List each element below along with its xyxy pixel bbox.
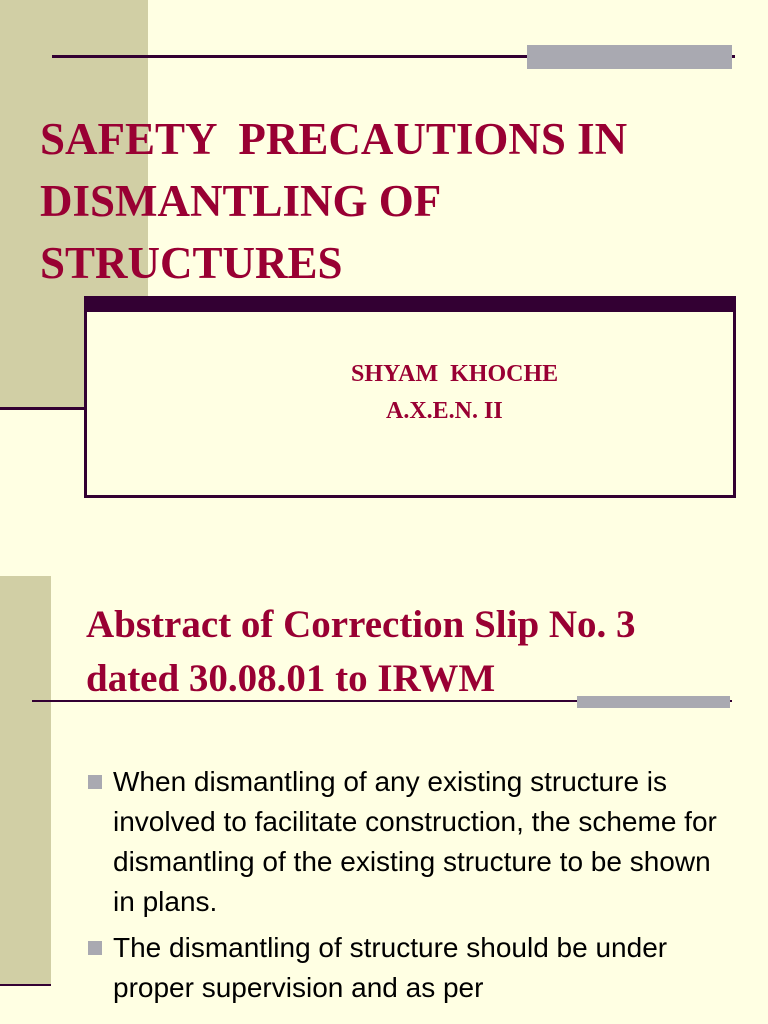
slide-title-line-1: SAFETY PRECAUTIONS IN (40, 114, 628, 164)
author-name: SHYAM KHOCHE (351, 361, 559, 387)
square-bullet-icon (88, 775, 102, 789)
bullet-item (86, 762, 726, 922)
side-accent-bar (0, 576, 51, 984)
slide-title-line-1: Abstract of Correction Slip No. 3 (86, 603, 636, 646)
slide-title-line-3: STRUCTURES (40, 238, 343, 288)
bullet-text: When dismantling of any existing structure is involved to facilitate construction, the scheme for dismantling of the existing structure to be shown in plans. (113, 766, 717, 917)
bullet-item (86, 928, 726, 1008)
bottom-left-rule (0, 984, 51, 986)
title-grey-accent (577, 696, 730, 708)
bullet-list (86, 762, 726, 1014)
content-slide (0, 548, 768, 1024)
bullet-text: The dismantling of structure should be under proper supervision and as per (113, 932, 668, 1003)
square-bullet-icon (88, 941, 102, 955)
slide-title-line-2: dated 30.08.01 to IRWM (86, 657, 496, 700)
slide-title-line-2: DISMANTLING OF (40, 176, 442, 226)
slide-title (40, 108, 740, 294)
author-designation: A.X.E.N. II (386, 398, 503, 424)
top-grey-accent (527, 45, 732, 69)
slide-title (86, 598, 726, 706)
left-rule (0, 407, 86, 410)
author-box (84, 296, 736, 498)
